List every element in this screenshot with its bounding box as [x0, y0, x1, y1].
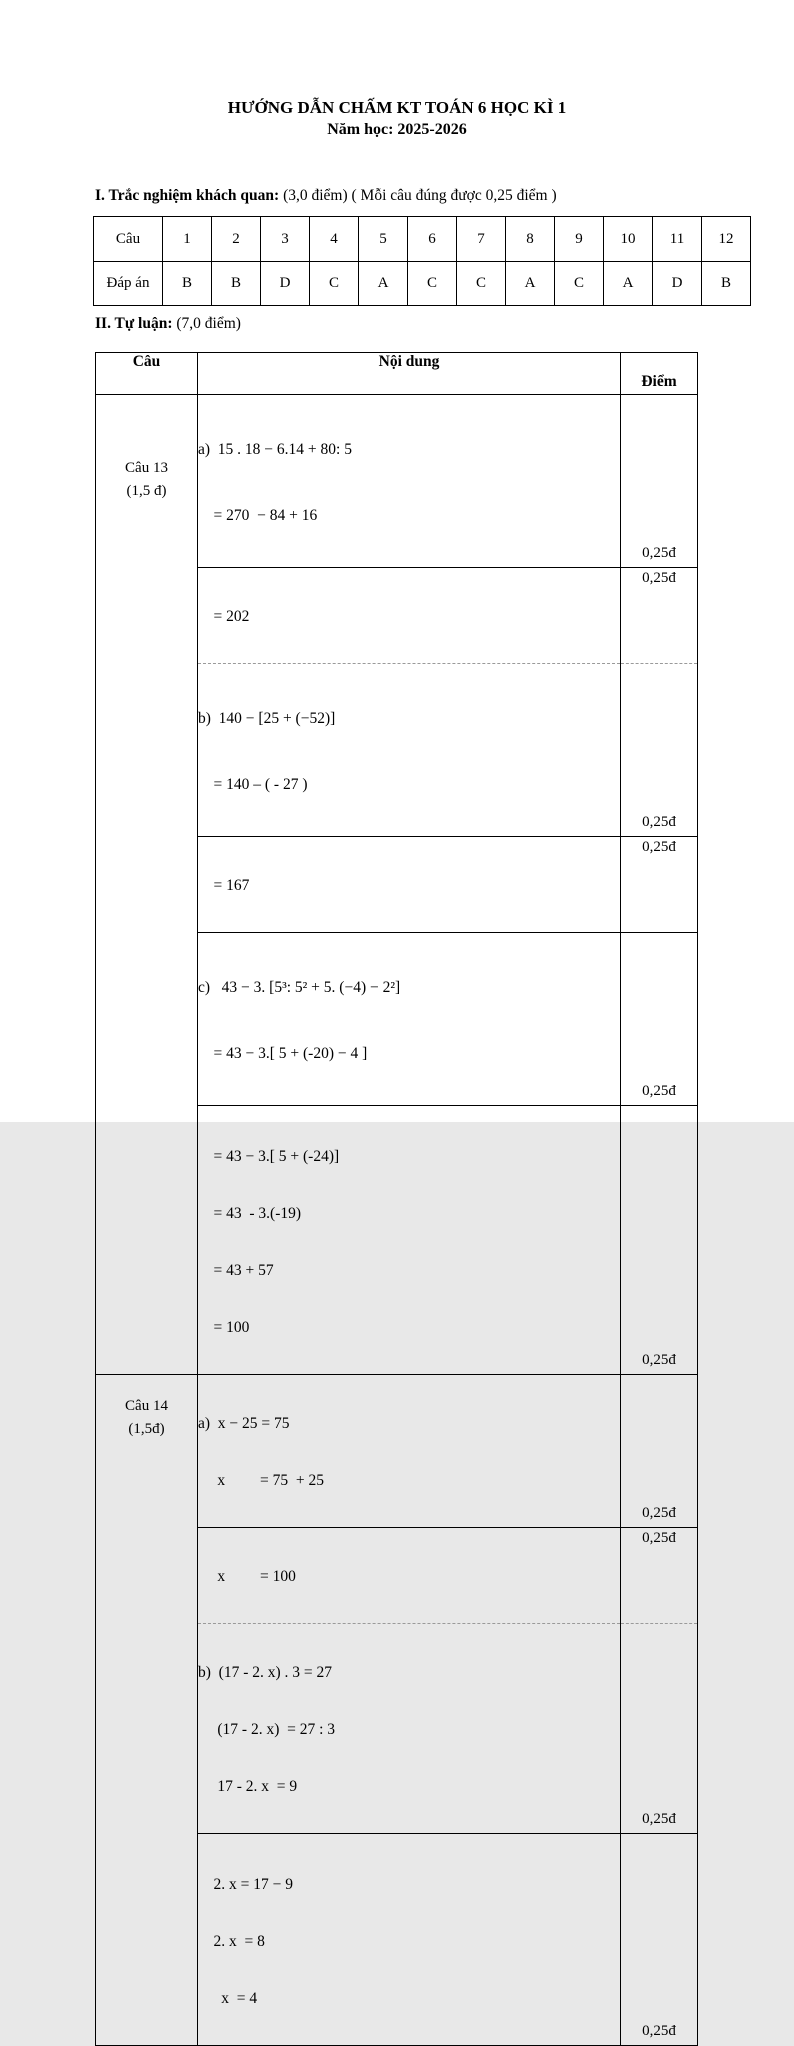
content-cell — [198, 395, 621, 568]
essay-header-noidung: Nội dung — [198, 353, 621, 395]
math-line: b) (17 - 2. x) . 3 = 27 — [198, 1664, 333, 1681]
mcq-answer: A — [506, 262, 555, 306]
math-line: c) 43 − 3. [5³: 5² + 5. (−4) − 2²] — [198, 979, 401, 996]
mcq-question-number: 3 — [261, 217, 310, 262]
table-row — [96, 1375, 698, 1528]
score-cell: 0,25đ — [621, 933, 698, 1106]
mcq-answer-row — [94, 262, 751, 306]
essay-header-diem: Điểm — [621, 353, 698, 395]
mcq-answer-table — [93, 216, 751, 306]
cau13-label-cell — [96, 395, 198, 1375]
mcq-answer: B — [212, 262, 261, 306]
math-line: = 100 — [198, 1319, 250, 1336]
score-cell: 0,25đ — [621, 837, 698, 933]
content-cell — [198, 1834, 621, 2046]
cau14-label: Câu 14 — [125, 1398, 168, 1414]
score-cell: 0,25đ — [621, 1528, 698, 1624]
score-cell: 0,25đ — [621, 664, 698, 837]
cau13-label: Câu 13 — [125, 460, 168, 476]
content-cell — [198, 837, 621, 933]
section-2-heading — [95, 314, 738, 333]
math-line: = 43 − 3.[ 5 + (-20) − 4 ] — [198, 1045, 368, 1062]
content-cell — [198, 1624, 621, 1834]
essay-grading-table — [95, 352, 698, 2046]
mcq-question-row — [94, 217, 751, 262]
mcq-answer: C — [555, 262, 604, 306]
mcq-answer-row-label: Đáp án — [94, 262, 163, 306]
content-cell — [198, 1106, 621, 1375]
mcq-question-number: 7 — [457, 217, 506, 262]
content-cell — [198, 664, 621, 837]
math-line: = 202 — [198, 608, 250, 625]
mcq-question-row-label: Câu — [94, 217, 163, 262]
math-line: 2. x = 8 — [198, 1933, 265, 1950]
math-line: = 270 − 84 + 16 — [198, 507, 318, 524]
content-cell — [198, 1375, 621, 1528]
score-cell: 0,25đ — [621, 1834, 698, 2046]
math-line: x = 75 + 25 — [198, 1472, 324, 1489]
mcq-answer: D — [261, 262, 310, 306]
mcq-question-number: 12 — [702, 217, 751, 262]
score-cell: 0,25đ — [621, 1106, 698, 1375]
math-line: x = 4 — [198, 1990, 258, 2007]
math-line: (17 - 2. x) = 27 : 3 — [198, 1721, 336, 1738]
cau14-label-cell — [96, 1375, 198, 2046]
score-cell: 0,25đ — [621, 395, 698, 568]
math-line: = 167 — [198, 877, 250, 894]
section-2-heading-rest: (7,0 điểm) — [172, 315, 241, 332]
mcq-answer: A — [359, 262, 408, 306]
mcq-question-number: 4 — [310, 217, 359, 262]
mcq-answer: B — [702, 262, 751, 306]
mcq-question-number: 2 — [212, 217, 261, 262]
content-cell — [198, 933, 621, 1106]
math-line: = 43 - 3.(-19) — [198, 1205, 302, 1222]
cau14-points: (1,5đ) — [128, 1421, 165, 1437]
math-line: = 43 + 57 — [198, 1262, 274, 1279]
math-line: b) 140 − [25 + (−52)] — [198, 710, 336, 727]
math-line: a) x − 25 = 75 — [198, 1415, 290, 1432]
math-line: = 140 – ( - 27 ) — [198, 776, 308, 793]
mcq-answer: C — [408, 262, 457, 306]
section-1-heading — [95, 186, 738, 205]
math-line: x = 100 — [198, 1568, 296, 1585]
math-line: a) 15 . 18 − 6.14 + 80: 5 — [198, 441, 352, 458]
score-cell: 0,25đ — [621, 568, 698, 664]
mcq-question-number: 6 — [408, 217, 457, 262]
math-line: 2. x = 17 − 9 — [198, 1876, 293, 1893]
mcq-answer: C — [457, 262, 506, 306]
section-1-heading-bold: I. Trắc nghiệm khách quan: — [95, 187, 280, 204]
section-2-heading-bold: II. Tự luận: — [95, 315, 173, 332]
mcq-question-number: 9 — [555, 217, 604, 262]
mcq-question-number: 5 — [359, 217, 408, 262]
document-title: HƯỚNG DẪN CHẤM KT TOÁN 6 HỌC KÌ 1 — [227, 98, 567, 117]
section-1-heading-rest: (3,0 điểm) ( Mỗi câu đúng được 0,25 điểm ) — [279, 187, 557, 204]
table-row — [96, 395, 698, 568]
essay-header-cau: Câu — [96, 353, 198, 395]
score-cell: 0,25đ — [621, 1624, 698, 1834]
cau13-points: (1,5 đ) — [126, 483, 167, 499]
content-cell — [198, 1528, 621, 1624]
mcq-question-number: 8 — [506, 217, 555, 262]
math-line: = 43 − 3.[ 5 + (-24)] — [198, 1148, 340, 1165]
math-line: 17 - 2. x = 9 — [198, 1778, 298, 1795]
mcq-question-number: 10 — [604, 217, 653, 262]
mcq-question-number: 1 — [163, 217, 212, 262]
mcq-answer: C — [310, 262, 359, 306]
mcq-answer: B — [163, 262, 212, 306]
mcq-answer: D — [653, 262, 702, 306]
score-cell: 0,25đ — [621, 1375, 698, 1528]
essay-header-row — [96, 353, 698, 395]
content-cell — [198, 568, 621, 664]
document-subtitle: Năm học: 2025-2026 — [327, 121, 467, 138]
mcq-answer: A — [604, 262, 653, 306]
mcq-question-number: 11 — [653, 217, 702, 262]
